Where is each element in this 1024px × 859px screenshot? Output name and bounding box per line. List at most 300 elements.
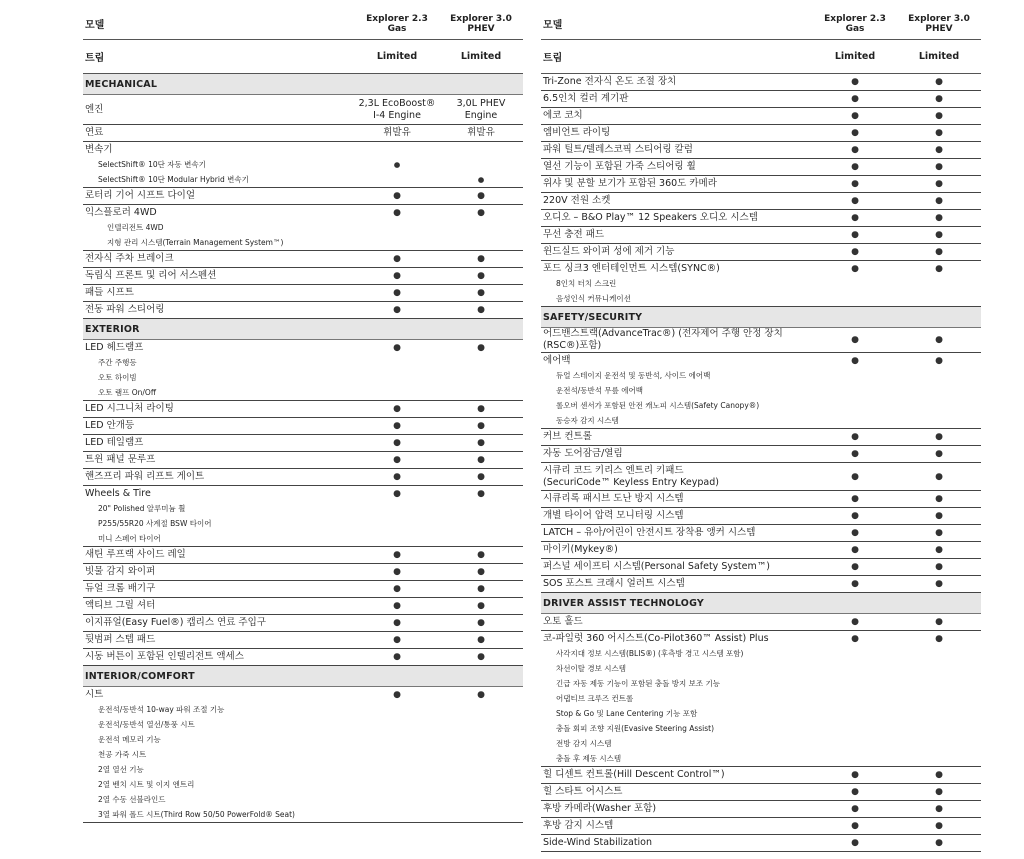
spec-row	[83, 302, 523, 319]
row-label: 커브 컨트롤	[541, 429, 813, 446]
subrow-label: 미니 스페어 타이어	[83, 531, 523, 547]
row-label: 익스플로러 4WD	[85, 206, 157, 218]
subrow-label: 전방 감지 시스템	[556, 738, 612, 748]
row-label: SOS 포스트 크래시 얼러트 시스템	[541, 576, 813, 593]
spec-subrow	[541, 646, 981, 661]
dot-phev: ●	[897, 818, 981, 835]
spec-row	[541, 91, 981, 108]
section-title: INTERIOR/COMFORT	[83, 666, 523, 687]
spec-subrow	[83, 385, 523, 401]
keypad-label-ko: 시큐리 코드 키리스 엔트리 키패드	[543, 464, 684, 476]
trim-row	[541, 40, 981, 74]
dot-gas: ●	[813, 508, 897, 525]
section-exterior	[83, 319, 523, 340]
spec-subrow	[541, 676, 981, 691]
spec-subrow	[541, 751, 981, 767]
dot-gas: ●	[813, 818, 897, 835]
dot-phev: ●	[439, 268, 523, 285]
row-label: 연료	[83, 125, 355, 142]
subrow-label: 차선이탈 경보 시스템	[556, 663, 626, 673]
subrow-label: 오토 램프 On/Off	[83, 385, 523, 401]
spec-subrow	[83, 777, 523, 792]
model-gas: Explorer 2.3 Gas	[813, 8, 897, 40]
dot-gas: ●	[813, 525, 897, 542]
spec-subrow	[541, 398, 981, 413]
dot-phev: ●	[935, 355, 943, 366]
row-label: 변속기	[85, 143, 113, 155]
subrow-label: 운전석/동반석 열선/통풍 시트	[98, 719, 195, 729]
dot-gas: ●	[813, 176, 897, 193]
subrow-label: 동승자 감지 시스템	[541, 413, 981, 429]
section-title: DRIVER ASSIST TECHNOLOGY	[541, 593, 981, 614]
row-label: 마이키(Mykey®)	[541, 542, 813, 559]
spec-row	[541, 559, 981, 576]
section-title: SAFETY/SECURITY	[541, 307, 981, 328]
subrow-label: SelectShift® 10단 Modular Hybrid 변속기	[83, 172, 355, 188]
spec-subrow	[83, 702, 523, 717]
spec-row	[83, 340, 523, 356]
dot-phev: ●	[897, 328, 981, 353]
subrow-label: 3열 파워 폴드 시트(Third Row 50/50 PowerFold® Seat)	[83, 807, 523, 823]
dot-phev	[439, 157, 523, 172]
subrow-label: 지형 관리 시스템(Terrain Management System™)	[83, 235, 523, 251]
spec-subrow	[541, 368, 981, 383]
dot-gas: ●	[851, 263, 859, 274]
spec-subrow	[541, 661, 981, 676]
dot-phev: ●	[897, 491, 981, 508]
dot-gas: ●	[813, 210, 897, 227]
row-label: 액티브 그릴 셔터	[83, 598, 355, 615]
spec-row	[83, 285, 523, 302]
spec-subrow	[541, 706, 981, 721]
dot-gas: ●	[355, 251, 439, 268]
row-label: 독립식 프론트 및 리어 서스펜션	[83, 268, 355, 285]
dot-phev: ●	[897, 176, 981, 193]
subrow-label: 운전석 메모리 기능	[98, 734, 161, 744]
dot-gas: ●	[813, 159, 897, 176]
section-mechanical	[83, 74, 523, 95]
spec-row	[541, 227, 981, 244]
spec-row	[83, 188, 523, 205]
spec-row	[83, 435, 523, 452]
dot-gas: ●	[813, 328, 897, 353]
dot-phev: ●	[897, 614, 981, 631]
row-label: LED 헤드램프	[85, 341, 144, 353]
dot-phev: ●	[897, 463, 981, 491]
spec-subrow	[83, 762, 523, 777]
row-label: 후방 카메라(Washer 포함)	[541, 801, 813, 818]
spec-row-transmission	[83, 142, 523, 158]
spec-subrow	[83, 732, 523, 747]
dot-phev: ●	[477, 689, 485, 700]
spec-subrow	[541, 691, 981, 706]
dot-phev: ●	[897, 74, 981, 91]
dot-gas: ●	[813, 108, 897, 125]
row-label: 전동 파워 스티어링	[83, 302, 355, 319]
row-label: 무선 충전 패드	[541, 227, 813, 244]
dot-phev: ●	[897, 784, 981, 801]
dot-gas: ●	[813, 227, 897, 244]
dot-phev: ●	[935, 633, 943, 644]
dot-gas: ●	[813, 576, 897, 593]
spec-subrow	[83, 516, 523, 531]
row-label	[541, 463, 813, 491]
subrow-label: Stop & Go 및 Lane Centering 기능 포함	[556, 708, 698, 718]
dot-phev: ●	[439, 435, 523, 452]
spec-row-keypad	[541, 463, 981, 491]
dot-phev: ●	[897, 508, 981, 525]
dot-gas: ●	[355, 452, 439, 469]
spec-row	[83, 205, 523, 221]
row-label: 힐 디센트 컨트롤(Hill Descent Control™)	[541, 767, 813, 784]
dot-gas: ●	[813, 542, 897, 559]
row-label: Wheels & Tire	[85, 487, 151, 499]
subrow-label: 2열 열선 기능	[98, 764, 144, 774]
fuel-phev: 휘발유	[439, 125, 523, 142]
row-label: 개별 타이어 압력 모니터링 시스템	[541, 508, 813, 525]
spec-row	[83, 581, 523, 598]
spec-subrow	[541, 721, 981, 736]
row-label: 포드 싱크3 엔터테인먼트 시스템(SYNC®)	[543, 262, 720, 274]
spec-subrow	[83, 172, 523, 188]
row-label: 듀얼 크롬 배기구	[83, 581, 355, 598]
spec-table-left	[83, 8, 515, 823]
trim-label: 트림	[83, 40, 355, 74]
row-label: 윈드실드 와이퍼 성에 제거 기능	[541, 244, 813, 261]
dot-phev: ●	[897, 91, 981, 108]
trim-phev: Limited	[439, 40, 523, 74]
spec-row	[541, 108, 981, 125]
dot-phev: ●	[439, 615, 523, 632]
spec-row	[541, 429, 981, 446]
spec-row	[541, 193, 981, 210]
dot-phev: ●	[897, 244, 981, 261]
dot-gas: ●	[813, 559, 897, 576]
dot-gas: ●	[355, 188, 439, 205]
model-phev: Explorer 3.0 PHEV	[439, 8, 523, 40]
dot-phev: ●	[439, 285, 523, 302]
dot-phev: ●	[439, 581, 523, 598]
dot-phev: ●	[897, 801, 981, 818]
dot-phev: ●	[897, 542, 981, 559]
spec-row	[541, 576, 981, 593]
subrow-label: 충돌 후 제동 시스템	[541, 751, 981, 767]
spec-row	[541, 74, 981, 91]
dot-gas	[355, 172, 439, 188]
spec-row	[541, 353, 981, 369]
dot-gas: ●	[355, 615, 439, 632]
row-label: 힐 스타트 어시스트	[541, 784, 813, 801]
subrow-label: 긴급 자동 제동 기능이 포함된 충돌 방지 보조 기능	[556, 678, 720, 688]
row-label: 이지퓨얼(Easy Fuel®) 캡리스 연료 주입구	[83, 615, 355, 632]
spec-subrow	[541, 276, 981, 291]
dot-phev: ●	[439, 418, 523, 435]
spec-row	[83, 598, 523, 615]
dot-phev: ●	[439, 632, 523, 649]
model-phev: Explorer 3.0 PHEV	[897, 8, 981, 40]
section-title: MECHANICAL	[83, 74, 523, 95]
dot-phev: ●	[439, 469, 523, 486]
spec-subrow	[541, 736, 981, 751]
spec-row	[83, 632, 523, 649]
spec-row	[541, 125, 981, 142]
spec-row	[83, 469, 523, 486]
dot-phev: ●	[897, 525, 981, 542]
spec-row	[541, 542, 981, 559]
dot-gas: ●	[813, 614, 897, 631]
section-interior	[83, 666, 523, 687]
spec-row	[83, 452, 523, 469]
row-label: Side-Wind Stabilization	[541, 835, 813, 852]
dot-gas: ●	[355, 564, 439, 581]
subrow-label: 2열 수동 선블라인드	[98, 794, 166, 804]
spec-row	[541, 631, 981, 647]
subrow-label: 운전석/동반석 10-way 파워 조절 기능	[98, 704, 225, 714]
row-label: 빗물 감지 와이퍼	[83, 564, 355, 581]
spec-row	[541, 614, 981, 631]
subrow-label: 천공 가죽 시트	[98, 749, 147, 759]
dot-gas: ●	[813, 125, 897, 142]
row-label: 새틴 루프랙 사이드 레일	[83, 547, 355, 564]
spec-subrow	[541, 413, 981, 429]
dot-gas: ●	[355, 649, 439, 666]
spec-subrow	[83, 220, 523, 235]
dot-gas: ●	[393, 207, 401, 218]
spec-row	[83, 649, 523, 666]
subrow-label: 어댑티브 크루즈 컨트롤	[556, 693, 634, 703]
model-label: 모델	[541, 8, 813, 40]
subrow-label: 오토 하이빔	[98, 372, 137, 382]
spec-subrow	[83, 717, 523, 732]
dot-phev: ●	[439, 401, 523, 418]
spec-row	[541, 142, 981, 159]
engine-phev: 3,0L PHEV Engine	[439, 95, 523, 125]
dot-phev: ●	[897, 429, 981, 446]
dot-gas: ●	[355, 581, 439, 598]
dot-gas: ●	[813, 491, 897, 508]
dot-gas: ●	[851, 633, 859, 644]
dot-gas: ●	[813, 801, 897, 818]
spec-subrow	[83, 792, 523, 807]
dot-phev: ●	[897, 767, 981, 784]
row-label: 6.5인치 컬러 계기판	[541, 91, 813, 108]
row-label: LED 시그니처 라이팅	[83, 401, 355, 418]
subrow-label: 사각지대 정보 시스템(BLIS®) (후측방 경고 시스템 포함)	[556, 648, 744, 658]
dot-phev: ●	[477, 488, 485, 499]
spec-row	[541, 525, 981, 542]
row-label: 시트	[85, 688, 104, 700]
spec-row	[541, 446, 981, 463]
spec-subrow	[83, 370, 523, 385]
spec-row	[541, 261, 981, 277]
dot-phev: ●	[439, 172, 523, 188]
row-label: 자동 도어잠금/열림	[541, 446, 813, 463]
dot-gas: ●	[355, 401, 439, 418]
spec-row	[541, 818, 981, 835]
dot-phev: ●	[439, 547, 523, 564]
spec-row	[83, 564, 523, 581]
spec-row	[541, 835, 981, 852]
row-label: 로터리 기어 시프트 다이얼	[83, 188, 355, 205]
subrow-label: SelectShift® 10단 자동 변속기	[98, 159, 206, 169]
keypad-label-en: (SecuriCode™ Keyless Entry Keypad)	[543, 476, 719, 488]
spec-row	[541, 784, 981, 801]
dot-phev: ●	[439, 188, 523, 205]
dot-gas: ●	[813, 142, 897, 159]
subrow-label: P255/55R20 사계절 BSW 타이어	[98, 518, 212, 528]
spec-row	[83, 268, 523, 285]
dot-gas: ●	[813, 74, 897, 91]
trim-row	[83, 40, 523, 74]
row-label: 오토 홀드	[541, 614, 813, 631]
fuel-gas: 휘발유	[355, 125, 439, 142]
spec-row	[541, 176, 981, 193]
dot-gas: ●	[813, 767, 897, 784]
dot-gas: ●	[355, 632, 439, 649]
dot-gas: ●	[355, 302, 439, 319]
row-label: 220V 전원 소켓	[541, 193, 813, 210]
spec-subrow	[541, 383, 981, 398]
row-label: 패들 시프트	[83, 285, 355, 302]
dot-phev: ●	[897, 227, 981, 244]
dot-phev: ●	[897, 559, 981, 576]
dot-phev: ●	[897, 446, 981, 463]
dot-gas: ●	[355, 285, 439, 302]
dot-gas: ●	[355, 435, 439, 452]
row-label: 시동 버튼이 포함된 인텔리전트 액세스	[83, 649, 355, 666]
section-safety	[541, 307, 981, 328]
dot-phev: ●	[439, 302, 523, 319]
dot-gas: ●	[355, 268, 439, 285]
model-gas: Explorer 2.3 Gas	[355, 8, 439, 40]
dot-phev: ●	[897, 142, 981, 159]
section-title: EXTERIOR	[83, 319, 523, 340]
dot-gas: ●	[355, 598, 439, 615]
dot-phev: ●	[897, 835, 981, 852]
row-label: 시큐리록 패시브 도난 방지 시스템	[541, 491, 813, 508]
spec-row	[541, 159, 981, 176]
dot-gas: ●	[813, 835, 897, 852]
spec-row	[541, 328, 981, 353]
dot-gas: ●	[813, 446, 897, 463]
spec-row	[83, 687, 523, 703]
subrow-label: 2열 벤치 시트 및 이지 엔트리	[98, 779, 195, 789]
subrow-label: 20" Polished 알루미늄 휠	[98, 503, 186, 513]
dot-gas: ●	[393, 159, 401, 169]
engine-gas: 2,3L EcoBoost® I-4 Engine	[355, 95, 439, 125]
dot-gas: ●	[813, 244, 897, 261]
row-label: 열선 기능이 포함된 가죽 스티어링 휠	[541, 159, 813, 176]
row-label: LATCH – 유아/어린이 안전시트 장착용 앵커 시스템	[541, 525, 813, 542]
dot-gas: ●	[851, 355, 859, 366]
row-label: 엔진	[83, 95, 355, 125]
spec-row	[541, 767, 981, 784]
dot-phev: ●	[897, 108, 981, 125]
row-label: 뒷범퍼 스텝 패드	[83, 632, 355, 649]
trim-gas: Limited	[813, 40, 897, 74]
subrow-label: 주간 주행등	[98, 357, 137, 367]
spec-table-right	[541, 8, 973, 852]
dot-gas: ●	[813, 429, 897, 446]
spec-subrow	[83, 747, 523, 762]
trim-phev: Limited	[897, 40, 981, 74]
subrow-label: 운전석/동반석 무릎 에어백	[556, 385, 643, 395]
row-label: 에어백	[543, 354, 571, 366]
spec-row	[83, 251, 523, 268]
dot-gas: ●	[813, 463, 897, 491]
dot-gas: ●	[813, 91, 897, 108]
dot-phev: ●	[897, 576, 981, 593]
model-header-row	[83, 8, 523, 40]
row-label: LED 안개등	[83, 418, 355, 435]
subrow-label: 8인치 터치 스크린	[556, 278, 617, 288]
dot-gas: ●	[393, 342, 401, 353]
spec-subrow	[83, 531, 523, 547]
spec-row	[83, 615, 523, 632]
spec-row	[541, 508, 981, 525]
spec-subrow	[83, 235, 523, 251]
spec-row	[541, 210, 981, 227]
row-label: Tri-Zone 전자식 온도 조절 장치	[541, 74, 813, 91]
row-label: 에코 코치	[541, 108, 813, 125]
dot-phev: ●	[477, 342, 485, 353]
dot-phev: ●	[439, 564, 523, 581]
dot-phev: ●	[897, 210, 981, 227]
dot-gas: ●	[355, 547, 439, 564]
dot-phev: ●	[897, 125, 981, 142]
spec-row	[541, 801, 981, 818]
row-label: 퍼스널 세이프티 시스템(Personal Safety System™)	[541, 559, 813, 576]
dot-gas: ●	[355, 469, 439, 486]
row-label: 파워 틸트/텔레스코픽 스티어링 칼럼	[541, 142, 813, 159]
row-label: 핸즈프리 파워 리프트 게이트	[83, 469, 355, 486]
spec-row	[83, 547, 523, 564]
dot-gas: ●	[355, 418, 439, 435]
row-label: LED 테일램프	[83, 435, 355, 452]
subrow-label: 듀얼 스테이지 운전석 및 동반석, 사이드 에어백	[556, 370, 711, 380]
dot-phev: ●	[439, 598, 523, 615]
model-header-row	[541, 8, 981, 40]
spec-row-engine	[83, 95, 523, 125]
subrow-label: 롤오버 센서가 포함된 안전 캐노피 시스템(Safety Canopy®)	[556, 400, 760, 410]
dot-phev: ●	[439, 649, 523, 666]
row-label: 엠비언트 라이팅	[541, 125, 813, 142]
row-label: 위샤 및 분할 보기가 포함된 360도 카메라	[541, 176, 813, 193]
dot-gas: ●	[393, 689, 401, 700]
row-label: 어드밴스트랙(AdvanceTrac®) (전자제어 주행 안정 장치(RSC®)포함)	[541, 328, 813, 353]
row-label: 오디오 – B&O Play™ 12 Speakers 오디오 시스템	[541, 210, 813, 227]
spec-row	[83, 486, 523, 502]
spec-subrow	[83, 501, 523, 516]
trim-label: 트림	[541, 40, 813, 74]
spec-row-fuel	[83, 125, 523, 142]
spec-subrow	[541, 291, 981, 307]
row-label: 전자식 주차 브레이크	[83, 251, 355, 268]
spec-row	[83, 418, 523, 435]
trim-gas: Limited	[355, 40, 439, 74]
row-label: 트윈 패널 문루프	[83, 452, 355, 469]
subrow-label: 인텔리전트 4WD	[107, 222, 164, 232]
spec-row	[83, 401, 523, 418]
dot-phev: ●	[439, 251, 523, 268]
dot-gas: ●	[393, 488, 401, 499]
spec-subrow	[83, 355, 523, 370]
spec-row	[541, 244, 981, 261]
subrow-label: 음성인식 커뮤니케이션	[541, 291, 981, 307]
dot-gas: ●	[813, 193, 897, 210]
model-label: 모델	[83, 8, 355, 40]
dot-phev: ●	[897, 159, 981, 176]
